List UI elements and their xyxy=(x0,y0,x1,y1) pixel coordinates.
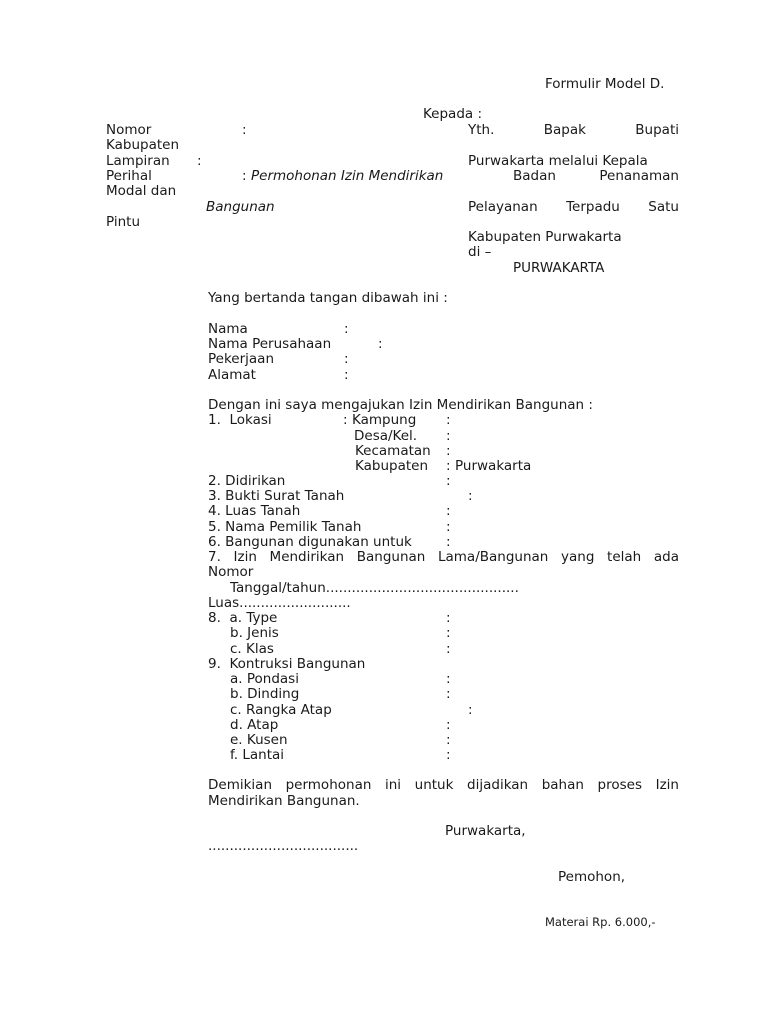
recipient-word: Satu xyxy=(648,199,679,215)
recipient-line5: Kabupaten Purwakarta xyxy=(468,229,622,245)
item-didirikan: 2. Didirikan xyxy=(208,473,286,489)
item-izin-lama xyxy=(208,549,679,565)
recipient-word: Terpadu xyxy=(566,199,620,215)
item-rangka-atap: c. Rangka Atap xyxy=(230,702,332,718)
desa-label: Desa/Kel. xyxy=(354,428,418,444)
item-pemilik-tanah: 5. Nama Pemilik Tanah xyxy=(208,519,362,535)
field-colon: : xyxy=(468,488,473,504)
field-colon: : xyxy=(446,428,451,444)
field-colon: : xyxy=(446,412,451,428)
field-colon: : xyxy=(446,717,451,733)
field-label-alamat: Alamat xyxy=(208,367,256,383)
recipient-word: Bapak xyxy=(543,122,586,138)
field-colon: : xyxy=(344,351,349,367)
field-label-perusahaan: Nama Perusahaan xyxy=(208,336,332,352)
izin-lama-tanggal: Tanggal/tahun............................................. xyxy=(230,580,519,596)
form-title: Formulir Model D. xyxy=(545,76,665,92)
recipient-line1 xyxy=(468,122,679,138)
kabupaten-label: Kabupaten xyxy=(355,458,429,474)
field-colon: : xyxy=(446,443,451,459)
recipient-line4 xyxy=(468,199,679,215)
closing-word: proses xyxy=(597,777,642,793)
field-colon: : xyxy=(344,367,349,383)
closing-word: untuk xyxy=(414,777,454,793)
izin-lama-word: ada xyxy=(653,549,679,565)
recipient-line1-wrap: Kabupaten xyxy=(106,137,180,153)
field-colon: : xyxy=(468,702,473,718)
lokasi-colon: : xyxy=(343,412,348,428)
kepada-label: Kepada : xyxy=(423,106,483,122)
item-dinding: b. Dinding xyxy=(230,686,300,702)
field-colon: : xyxy=(378,336,383,352)
perihal-label: Perihal xyxy=(106,168,152,184)
izin-lama-word: Bangunan xyxy=(356,549,426,565)
field-colon: : xyxy=(446,625,451,641)
field-label-pekerjaan: Pekerjaan xyxy=(208,351,275,367)
recipient-line3-wrap: Modal dan xyxy=(106,183,177,199)
field-colon: : xyxy=(446,519,451,535)
item-bukti-tanah: 3. Bukti Surat Tanah xyxy=(208,488,345,504)
signature-pemohon: Pemohon, xyxy=(558,869,626,885)
recipient-word: Penanaman xyxy=(599,168,679,184)
field-colon: : xyxy=(446,503,451,519)
field-colon: : xyxy=(446,534,451,550)
item-jenis: b. Jenis xyxy=(230,625,279,641)
kecamatan-label: Kecamatan xyxy=(355,443,431,459)
field-colon: : xyxy=(446,458,451,474)
item-klas: c. Klas xyxy=(230,641,274,657)
recipient-word: Badan xyxy=(513,168,556,184)
recipient-line2: Purwakarta melalui Kepala xyxy=(468,153,648,169)
intro-text: Yang bertanda tangan dibawah ini : xyxy=(208,290,448,306)
field-colon: : xyxy=(344,321,349,337)
field-label-nama: Nama xyxy=(208,321,248,337)
izin-lama-word: Lama/Bangunan xyxy=(437,549,549,565)
kampung-label: Kampung xyxy=(352,412,417,428)
item-pondasi: a. Pondasi xyxy=(230,671,299,687)
field-colon: : xyxy=(446,732,451,748)
lampiran-colon: : xyxy=(197,153,202,169)
izin-lama-word: telah xyxy=(607,549,642,565)
field-colon: : xyxy=(446,686,451,702)
izin-lama-word: Mendirikan xyxy=(269,549,345,565)
izin-lama-word: 7. xyxy=(208,549,221,565)
perihal-value: Permohonan Izin Mendirikan xyxy=(251,168,444,184)
item-konstruksi: 9. Kontruksi Bangunan xyxy=(208,656,366,672)
closing-word: ini xyxy=(385,777,402,793)
closing-word: Izin xyxy=(655,777,679,793)
item-kusen: e. Kusen xyxy=(230,732,288,748)
lampiran-label: Lampiran xyxy=(106,153,170,169)
request-intro: Dengan ini saya mengajukan Izin Mendirikan Bangunan : xyxy=(208,397,593,413)
recipient-word: Bupati xyxy=(635,122,679,138)
item-luas-tanah: 4. Luas Tanah xyxy=(208,503,301,519)
field-colon: : xyxy=(446,671,451,687)
closing-word: bahan xyxy=(541,777,584,793)
closing-word: dijadikan xyxy=(467,777,529,793)
lokasi-label: 1. Lokasi xyxy=(208,412,272,428)
izin-lama-luas: Luas.......................... xyxy=(208,595,351,611)
field-colon: : xyxy=(446,473,451,489)
izin-lama-word: yang xyxy=(561,549,595,565)
perihal-colon: : xyxy=(242,168,247,184)
recipient-line4-wrap: Pintu xyxy=(106,214,141,230)
item-digunakan: 6. Bangunan digunakan untuk xyxy=(208,534,412,550)
izin-lama-nomor: Nomor xyxy=(208,564,254,580)
recipient-line3 xyxy=(513,168,679,184)
item-atap: d. Atap xyxy=(230,717,279,733)
closing-line1 xyxy=(208,777,679,793)
nomor-label: Nomor xyxy=(106,122,152,138)
recipient-line6: di – xyxy=(468,244,492,260)
signature-date-dots: ................................... xyxy=(208,838,359,854)
field-colon: : xyxy=(446,610,451,626)
closing-word: Demikian xyxy=(208,777,272,793)
closing-line2: Mendirikan Bangunan. xyxy=(208,793,360,809)
closing-word: permohonan xyxy=(285,777,372,793)
field-colon: : xyxy=(446,747,451,763)
materai-label: Materai Rp. 6.000,- xyxy=(545,915,656,929)
kabupaten-value: Purwakarta xyxy=(455,458,532,474)
nomor-colon: : xyxy=(242,122,247,138)
item-lantai: f. Lantai xyxy=(230,747,285,763)
item-type: 8. a. Type xyxy=(208,610,278,626)
perihal-value-cont: Bangunan xyxy=(206,199,275,215)
recipient-line7: PURWAKARTA xyxy=(513,260,605,276)
recipient-word: Pelayanan xyxy=(468,199,538,215)
recipient-word: Yth. xyxy=(468,122,495,138)
field-colon: : xyxy=(446,641,451,657)
signature-place: Purwakarta, xyxy=(445,823,526,839)
izin-lama-word: Izin xyxy=(233,549,257,565)
